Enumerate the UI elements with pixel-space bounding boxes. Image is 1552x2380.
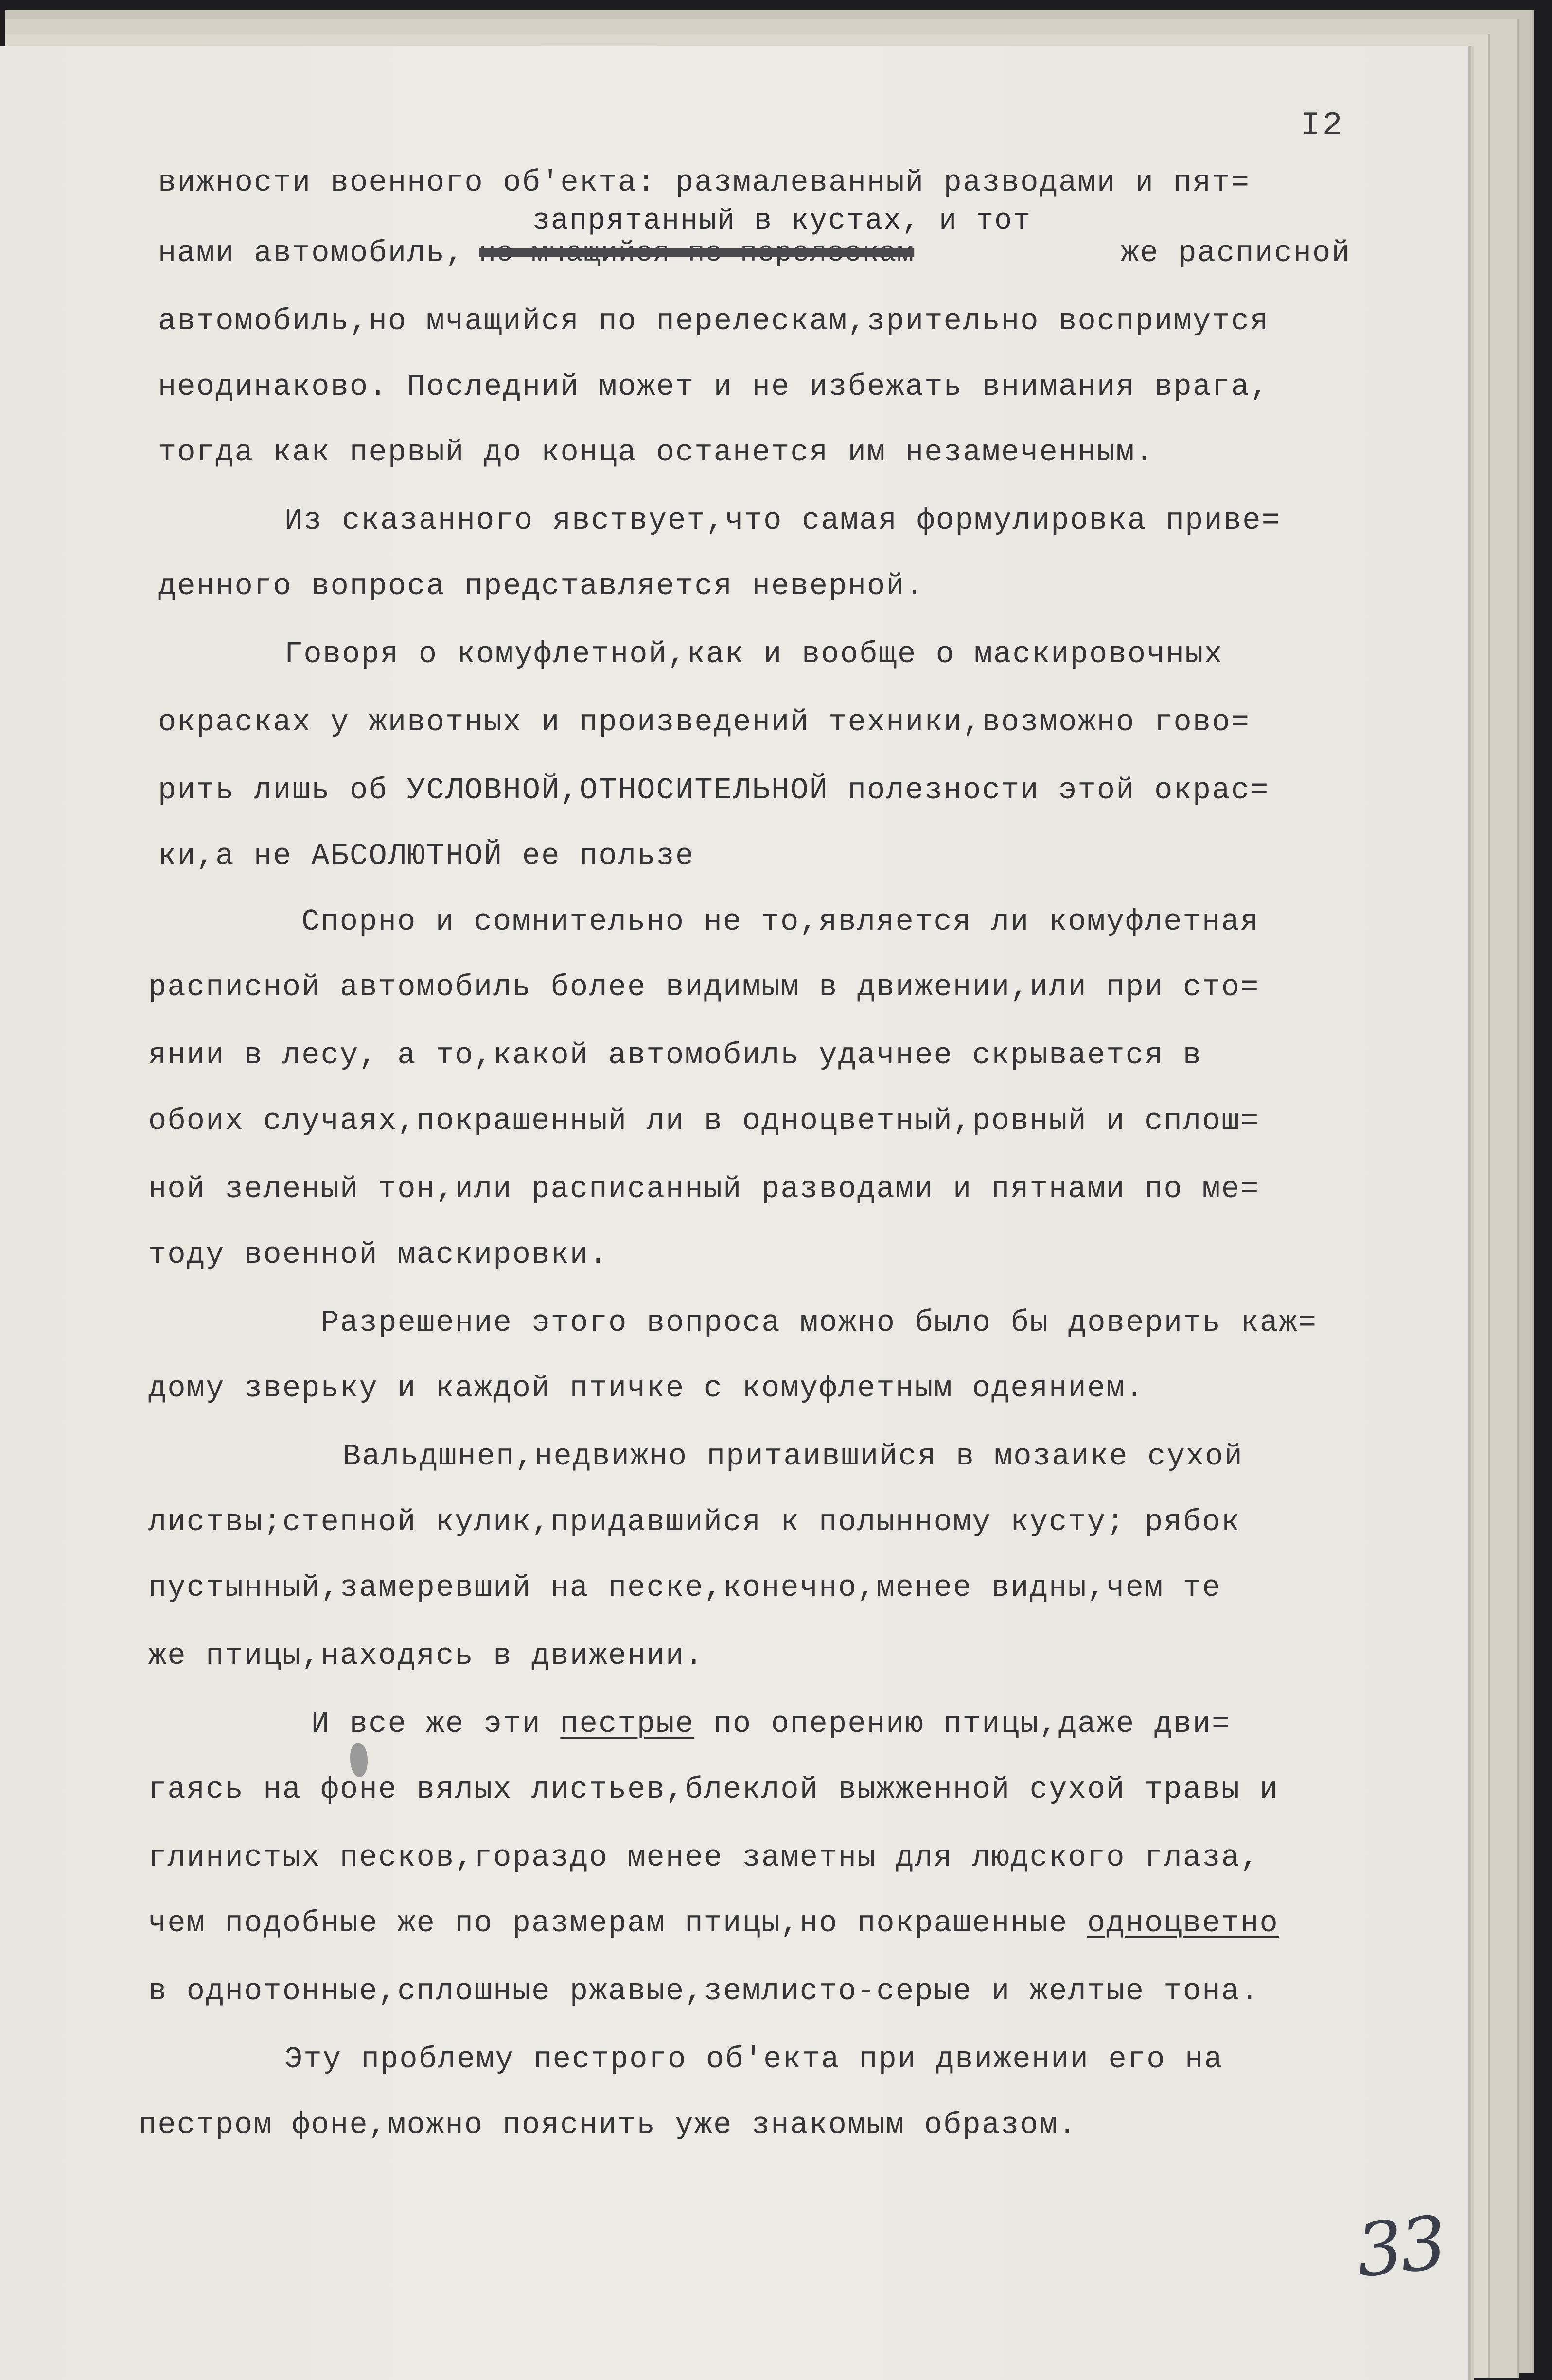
text-line: рить лишь об УСЛОВНОЙ,ОТНОСИТЕЛЬНОЙ полезности этой окрас= bbox=[158, 773, 1270, 808]
text-line: глинистых песков,гораздо менее заметны для людского глаза, bbox=[148, 1840, 1260, 1875]
text-line: дому зверьку и каждой птичке с комуфлетным одеянием. bbox=[148, 1371, 1145, 1406]
text-line: же расписной bbox=[1121, 236, 1351, 270]
text-line: обоих случаях,покрашенный ли в одноцветный,ровный и сплош= bbox=[148, 1104, 1260, 1138]
text-line: неодинаково. Последний может и не избежать внимания врага, bbox=[158, 370, 1270, 404]
text-line: ной зеленый тон,или расписанный разводами и пятнами по ме= bbox=[148, 1172, 1260, 1206]
text-line: Разрешение этого вопроса можно было бы доверить каж= bbox=[321, 1305, 1318, 1340]
text-line: расписной автомобиль более видимым в движении,или при сто= bbox=[148, 970, 1260, 1005]
handwritten-folio-number: 33 bbox=[1352, 2201, 1448, 2294]
page-number: I2 bbox=[1301, 107, 1344, 144]
underlined-word: пестрые bbox=[560, 1707, 695, 1741]
text-line: пустынный,замеревший на песке,конечно,менее видны,чем те bbox=[148, 1570, 1221, 1605]
text-line: автомобиль,но мчащийся по перелескам,зрительно воспримутся bbox=[158, 304, 1270, 338]
text-line: Эту проблему пестрого об'екта при движении его на bbox=[284, 2042, 1223, 2077]
text-line: нами автомобиль, bbox=[158, 236, 465, 270]
text-line: пестром фоне,можно пояснить уже знакомым образом. bbox=[139, 2108, 1077, 2142]
body-text bbox=[0, 46, 1468, 2380]
text-line: вижности военного об'екта: размалеванный разводами и пят= bbox=[158, 165, 1251, 200]
text-line: гаясь на фоне вялых листьев,блеклой выжженной сухой травы и bbox=[148, 1772, 1279, 1807]
text-line bbox=[311, 1709, 1231, 1739]
struck-out-text: но мчащийся по перелескам bbox=[479, 238, 915, 269]
text-line: Вальдшнеп,недвижно притаившийся в мозаике сухой bbox=[343, 1439, 1244, 1474]
text-fragment: чем подобные же по размерам птицы,но покрашенные bbox=[148, 1906, 1087, 1940]
text-line: листвы;степной кулик,придавшийся к полынному кусту; рябок bbox=[148, 1505, 1241, 1539]
text-line: в однотонные,сплошные ржавые,землисто-серые и желтые тона. bbox=[148, 1974, 1260, 2009]
text-line: денного вопроса представляется неверной. bbox=[158, 569, 925, 603]
text-line: же птицы,находясь в движении. bbox=[148, 1639, 704, 1673]
typewritten-page bbox=[0, 46, 1468, 2380]
text-fragment: И все же эти bbox=[311, 1707, 561, 1741]
text-line: тоду военной маскировки. bbox=[148, 1237, 608, 1272]
text-line: янии в лесу, а то,какой автомобиль удачнее скрывается в bbox=[148, 1038, 1202, 1073]
underlined-word: одноцветно bbox=[1087, 1906, 1279, 1940]
text-line: тогда как первый до конца останется им незамеченным. bbox=[158, 435, 1155, 470]
text-line: Из сказанного явствует,что самая формулировка приве= bbox=[284, 503, 1281, 538]
text-fragment: по оперению птицы,даже дви= bbox=[694, 1707, 1231, 1741]
text-line: ки,а не АБСОЛЮТНОЙ ее пользе bbox=[158, 839, 695, 873]
text-line: Спорно и сомнительно не то,является ли комуфлетная bbox=[301, 904, 1260, 939]
text-line: окрасках у животных и произведений техники,возможно гово= bbox=[158, 705, 1251, 740]
handwritten-insertion: запрятанный в кустах, и тот bbox=[532, 205, 1032, 238]
text-line: Говоря о комуфлетной,как и вообще о маскировочных bbox=[284, 637, 1223, 671]
text-line bbox=[148, 1908, 1279, 1939]
